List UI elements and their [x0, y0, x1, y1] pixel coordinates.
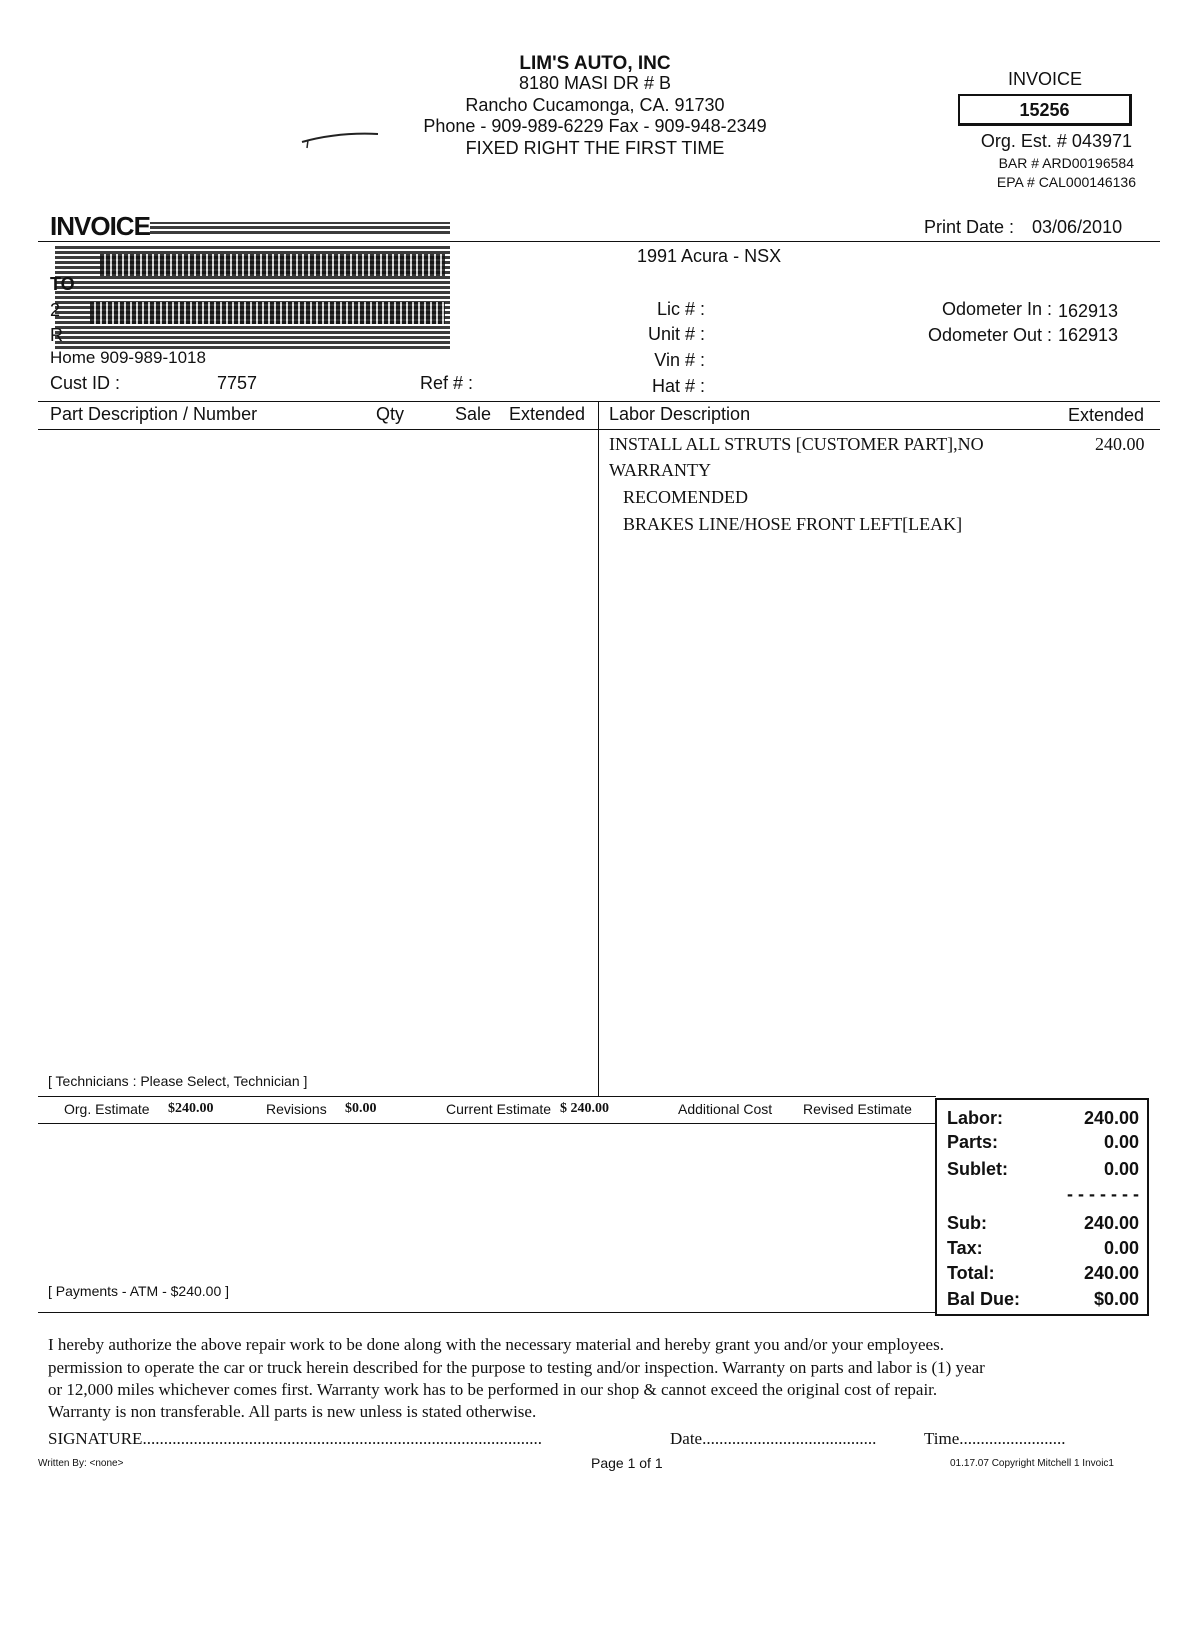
pen-mark — [298, 124, 388, 154]
totals-tax-value: 0.00 — [1103, 1238, 1139, 1258]
totals-total-value: 240.00 — [1083, 1263, 1139, 1283]
shop-address2: Rancho Cucamonga, CA. 91730 — [465, 95, 725, 115]
totals-box — [935, 1098, 1149, 1316]
signature-field: SIGNATURE.............................................................................................. — [48, 1429, 542, 1448]
org-estimate-value: $240.00 — [168, 1101, 214, 1116]
totals-separator-dashes: - - - - - - - — [1067, 1184, 1139, 1204]
current-estimate-value: $ 240.00 — [560, 1101, 609, 1116]
divider-estimates-bottom — [38, 1123, 936, 1124]
labor-amount: 240.00 — [1095, 434, 1145, 454]
invoice-number: 15256 — [1019, 100, 1070, 120]
redaction-block — [100, 254, 445, 276]
shop-name: LIM'S AUTO, INC — [519, 53, 671, 74]
totals-total — [947, 1263, 1139, 1284]
totals-bal-value: $0.00 — [1093, 1289, 1139, 1309]
totals-parts-value: 0.00 — [1103, 1132, 1139, 1152]
bar-number: BAR # ARD00196584 — [998, 155, 1134, 171]
totals-sublet — [947, 1159, 1139, 1180]
column-labor-description: Labor Description — [609, 404, 751, 424]
totals-sub — [947, 1213, 1139, 1234]
divider-estimates-top — [38, 1096, 936, 1097]
invoice-label: INVOICE — [1007, 69, 1082, 89]
authorization-line: I hereby authorize the above repair work to be done along with the necessary material and hereby grant you and/or your employees. — [48, 1335, 944, 1354]
shop-slogan: FIXED RIGHT THE FIRST TIME — [465, 138, 725, 158]
divider-customer-top — [38, 241, 1160, 242]
totals-bal-label: Bal Due: — [947, 1289, 1021, 1309]
divider-columns-bottom — [38, 429, 1160, 430]
totals-parts-label: Parts: — [947, 1132, 999, 1152]
totals-sublet-value: 0.00 — [1103, 1159, 1139, 1179]
shop-address1: 8180 MASI DR # B — [518, 73, 672, 93]
time-field: Time......................... — [924, 1429, 1066, 1448]
totals-sublet-label: Sublet: — [947, 1159, 1008, 1179]
customer-city: R — [50, 325, 63, 345]
labor-line: INSTALL ALL STRUTS [CUSTOMER PART],NO — [609, 434, 984, 454]
org-estimate-label: Org. Estimate — [64, 1101, 150, 1117]
additional-cost-label: Additional Cost — [678, 1101, 773, 1117]
print-date: 03/06/2010 — [1032, 217, 1123, 237]
column-sale: Sale — [455, 404, 492, 424]
column-part-description: Part Description / Number — [50, 404, 258, 424]
totals-parts — [947, 1132, 1139, 1153]
authorization-line: permission to operate the car or truck herein described for the purpose to testing and/or inspection. Warranty on parts and labor is (1) year — [48, 1358, 985, 1377]
customer-phone: Home 909-989-1018 — [50, 348, 206, 367]
divider-payments-bottom — [38, 1312, 936, 1313]
authorization-line: or 12,000 miles whichever comes first. Warranty work has to be performed in our shop & cannot exceed the original cost of repair. — [48, 1380, 938, 1399]
column-labor-extended: Extended — [1068, 405, 1145, 425]
labor-line: BRAKES LINE/HOSE FRONT LEFT[LEAK] — [623, 514, 963, 534]
totals-total-label: Total: — [947, 1263, 995, 1283]
copyright: 01.17.07 Copyright Mitchell 1 Invoic1 — [950, 1458, 1114, 1469]
invoice-number-box — [958, 94, 1132, 126]
totals-tax — [947, 1238, 1139, 1259]
revised-estimate-label: Revised Estimate — [803, 1101, 912, 1117]
epa-number: EPA # CAL000146136 — [996, 174, 1136, 190]
odometer-out: 162913 — [1058, 325, 1119, 345]
totals-labor-label: Labor: — [947, 1108, 1003, 1128]
column-qty: Qty — [376, 404, 405, 424]
authorization-line: Warranty is non transferable. All parts is new unless is stated otherwise. — [48, 1402, 537, 1421]
totals-bal-due — [947, 1289, 1139, 1310]
odometer-in-label: Odometer In : — [941, 299, 1052, 319]
shop-phone-fax: Phone - 909-989-6229 Fax - 909-948-2349 — [423, 116, 767, 136]
section-title: INVOICE — [50, 211, 150, 241]
technicians-note: [ Technicians : Please Select, Technician ] — [48, 1073, 308, 1089]
cust-id: 7757 — [217, 373, 258, 393]
odometer-in: 162913 — [1058, 301, 1119, 321]
current-estimate-label: Current Estimate — [446, 1101, 552, 1117]
totals-labor-value: 240.00 — [1083, 1108, 1139, 1128]
ref-label: Ref # : — [420, 373, 474, 393]
page-number: Page 1 of 1 — [591, 1455, 663, 1471]
redaction-block — [150, 222, 450, 234]
column-extended: Extended — [509, 404, 586, 424]
totals-sub-label: Sub: — [947, 1213, 987, 1233]
divider-parts-labor — [598, 402, 599, 1096]
cust-id-label: Cust ID : — [50, 373, 121, 393]
hat-label: Hat # : — [651, 376, 705, 396]
payments-note: [ Payments - ATM - $240.00 ] — [48, 1283, 230, 1299]
print-date-label: Print Date : — [924, 217, 1015, 237]
vin-label: Vin # : — [654, 350, 705, 370]
org-estimate-number: Org. Est. # 043971 — [980, 131, 1132, 151]
customer-address: 2 — [50, 300, 61, 320]
date-field: Date......................................... — [670, 1429, 877, 1448]
revisions-label: Revisions — [266, 1101, 327, 1117]
unit-label: Unit # : — [647, 324, 705, 344]
written-by: Written By: <none> — [38, 1458, 124, 1469]
odometer-out-label: Odometer Out : — [927, 325, 1052, 345]
labor-line: WARRANTY — [609, 460, 711, 480]
totals-labor — [947, 1108, 1139, 1129]
totals-tax-label: Tax: — [947, 1238, 983, 1258]
lic-label: Lic # : — [656, 299, 705, 319]
totals-sub-value: 240.00 — [1083, 1213, 1139, 1233]
labor-line: RECOMENDED — [623, 487, 748, 507]
redaction-block — [90, 302, 445, 324]
vehicle-description: 1991 Acura - NSX — [637, 246, 782, 266]
revisions-value: $0.00 — [345, 1101, 377, 1116]
customer-name: TO — [50, 274, 75, 294]
divider-columns-top — [38, 401, 1160, 402]
